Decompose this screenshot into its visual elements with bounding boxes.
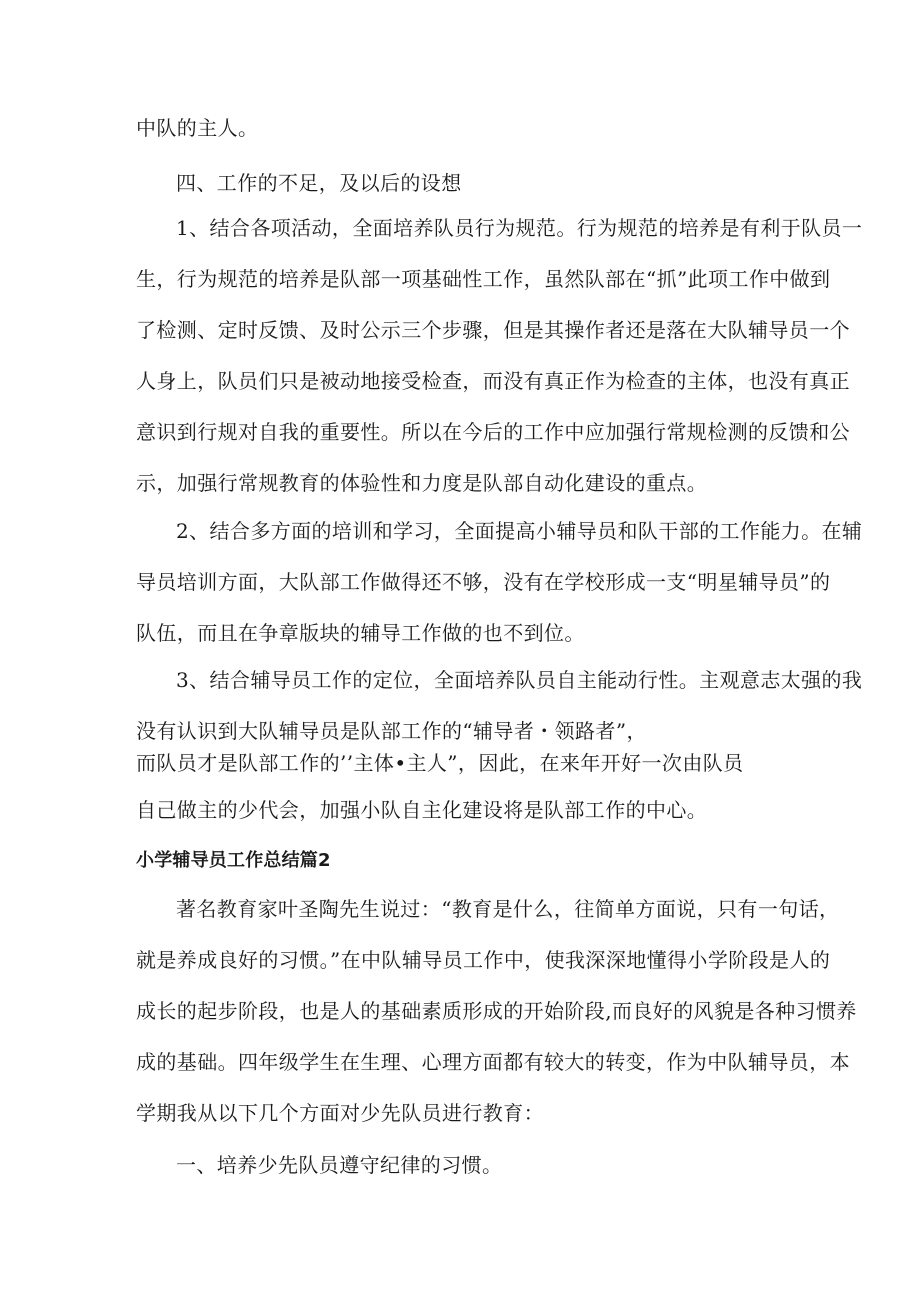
text-line: 就是养成良好的习惯。”在中队辅导员工作中，使我深深地懂得小学阶段是人的: [136, 948, 831, 972]
text-line: 中队的主人。: [136, 116, 259, 140]
text-line: 队伍，而且在争章版块的辅导工作做的也不到位。: [136, 621, 585, 645]
section-heading: 四、工作的不足，及以后的设想: [176, 171, 462, 195]
text-line: 人身上，队员们只是被动地接受检查，而没有真正作为检查的主体，也没有真正: [136, 369, 850, 393]
text-line: 成的基础。四年级学生在生理、心理方面都有较大的转变，作为中队辅导员，本: [136, 1050, 850, 1074]
text-line: 了检测、定时反馈、及时公示三个步骤，但是其操作者还是落在大队辅导员一个: [136, 318, 850, 342]
text-line: 没有认识到大队辅导员是队部工作的“辅导者・领路者”，: [136, 719, 647, 743]
text-line: 一、培养少先队员遵守纪律的习惯。: [176, 1153, 503, 1177]
text-line: 意识到行规对自我的重要性。所以在今后的工作中应加强行常规检测的反馈和公: [136, 420, 850, 444]
text-line: 1、结合各项活动，全面培养队员行为规范。行为规范的培养是有利于队员一: [176, 216, 863, 240]
text-line: 自己做主的少代会，加强小队自主化建设将是队部工作的中心。: [136, 798, 708, 822]
section-title: 小学辅导员工作总结篇2: [136, 850, 331, 871]
text-line: 而队员才是队部工作的’’主体•主人”，因此，在来年开好一次由队员: [136, 751, 744, 775]
text-line: 学期我从以下几个方面对少先队员进行教育：: [136, 1101, 544, 1125]
text-line: 2、结合多方面的培训和学习，全面提高小辅导员和队干部的工作能力。在辅: [176, 519, 863, 543]
text-line: 3、结合辅导员工作的定位，全面培养队员自主能动行性。主观意志太强的我: [176, 668, 863, 692]
text-line: 成长的起步阶段，也是人的基础素质形成的开始阶段,而良好的风貌是各种习惯养: [136, 999, 857, 1023]
text-line: 著名教育家叶圣陶先生说过：“教育是什么，往简单方面说，只有一句话，: [176, 897, 840, 921]
text-line: 生，行为规范的培养是队部一项基础性工作，虽然队部在“抓”此项工作中做到: [136, 267, 831, 291]
text-line: 导员培训方面，大队部工作做得还不够，没有在学校形成一支“明星辅导员”的: [136, 570, 831, 594]
text-line: 示，加强行常规教育的体验性和力度是队部自动化建设的重点。: [136, 471, 708, 495]
